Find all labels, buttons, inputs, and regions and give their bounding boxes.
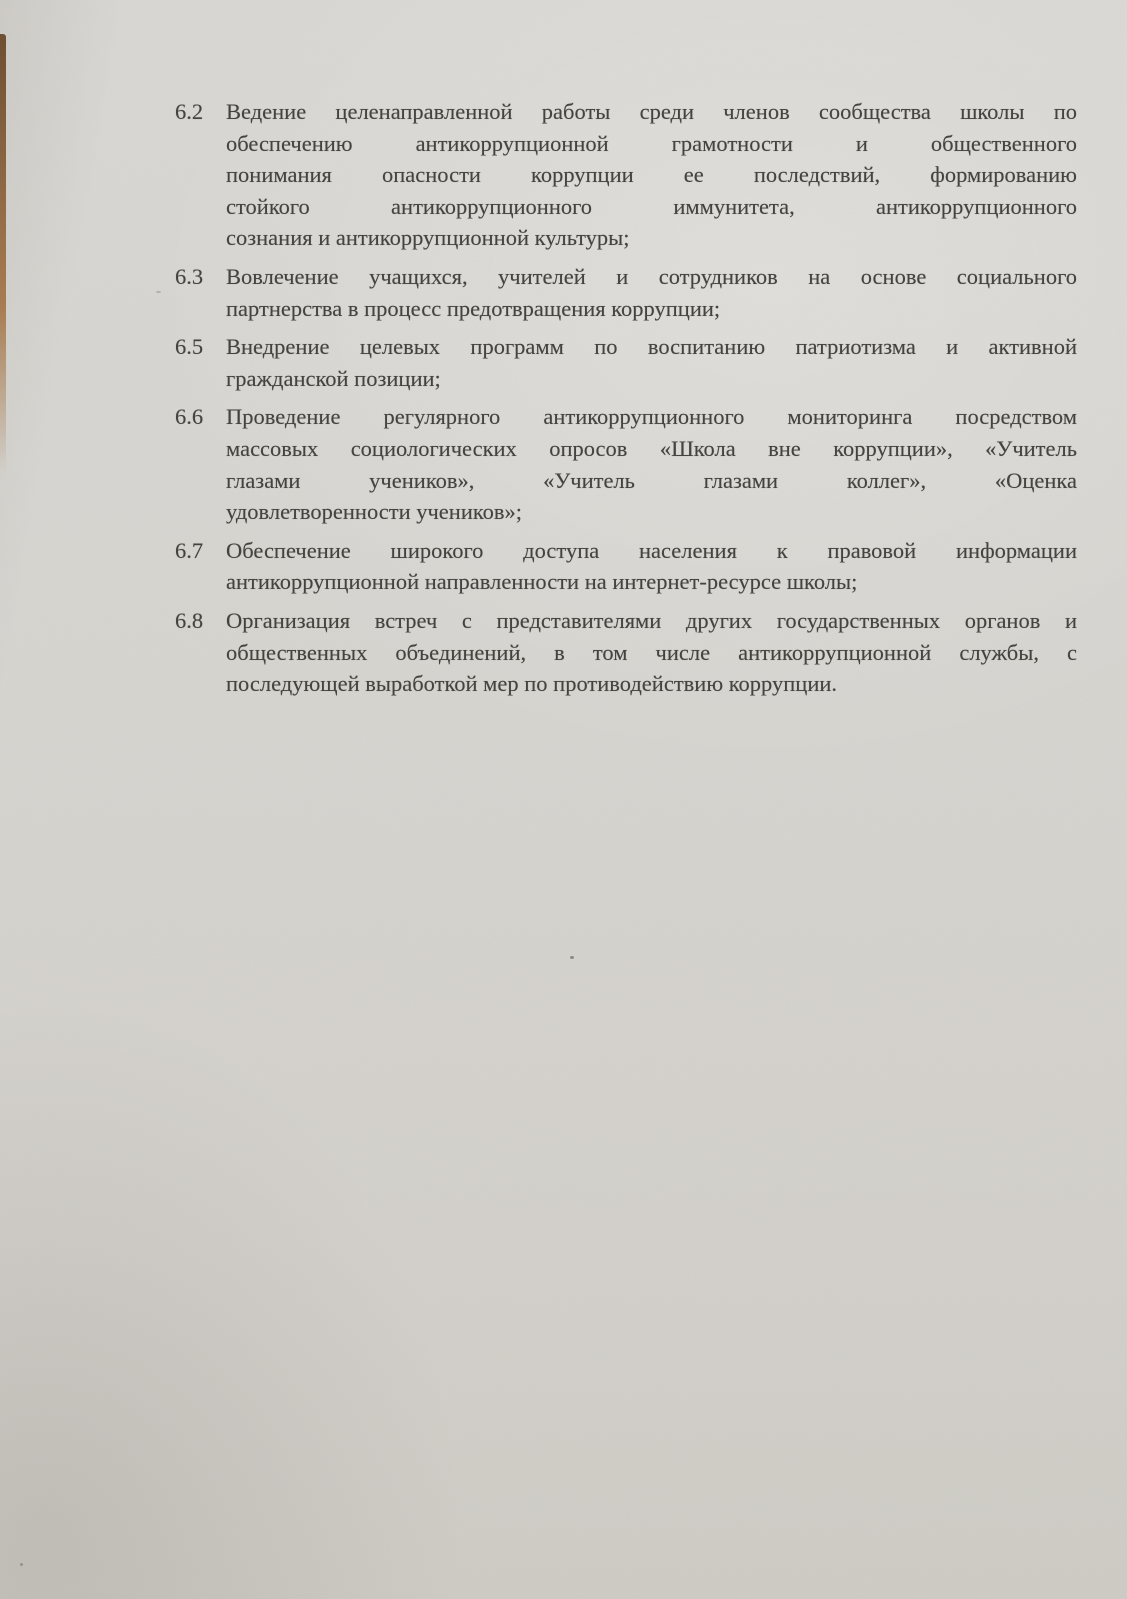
text-line: стойкого антикоррупционного иммунитета, антикоррупционного — [226, 193, 1077, 219]
item-number: 6.8 — [175, 607, 204, 633]
document-body — [175, 96, 1077, 707]
list-item-6-3 — [175, 261, 1077, 324]
text-line: массовых социологических опросов «Школа вне коррупции», «Учитель — [226, 435, 1077, 461]
text-line: глазами учеников», «Учитель глазами коллег», «Оценка — [226, 467, 1077, 493]
item-number: 6.2 — [175, 99, 204, 124]
list-item-6-6 — [175, 401, 1077, 527]
text-line: партнерства в процесс предотвращения коррупции; — [226, 295, 721, 321]
text-line: Организация встреч с представителями других государственных органов и — [226, 607, 1077, 633]
text-line: антикоррупционной направленности на интернет-ресурсе школы; — [226, 569, 858, 595]
item-text — [226, 261, 1077, 324]
text-line: гражданской позиции; — [226, 365, 441, 391]
paper-speck — [20, 1563, 23, 1566]
table-edge — [0, 34, 6, 474]
text-line: последующей выработкой мер по противодействию коррупции. — [226, 671, 838, 697]
item-number: 6.5 — [175, 334, 204, 360]
item-number: 6.6 — [175, 404, 204, 430]
text-line: Проведение регулярного антикоррупционного мониторинга посредством — [226, 404, 1077, 430]
item-text — [226, 331, 1077, 394]
item-number: 6.3 — [175, 263, 204, 289]
text-line: общественных объединений, в том числе антикоррупционной службы, с — [226, 639, 1077, 665]
list-item-6-5 — [175, 331, 1077, 394]
item-text — [226, 96, 1077, 254]
text-line: удовлетворенности учеников»; — [226, 499, 523, 525]
text-line: обеспечению антикоррупционной грамотности и общественного — [226, 130, 1077, 156]
text-line: понимания опасности коррупции ее последствий, формированию — [226, 162, 1077, 188]
item-text — [226, 605, 1077, 700]
item-text — [226, 401, 1077, 527]
item-text — [226, 535, 1077, 598]
text-line: сознания и антикоррупционной культуры; — [226, 225, 630, 251]
text-line: Внедрение целевых программ по воспитанию патриотизма и активной — [226, 334, 1077, 360]
text-line: Вовлечение учащихся, учителей и сотрудников на основе социального — [226, 263, 1077, 289]
text-line: Ведение целенаправленной работы среди членов сообщества школы по — [226, 99, 1077, 124]
list-item-6-2 — [175, 96, 1077, 254]
paper-speck — [570, 956, 574, 959]
item-number: 6.7 — [175, 537, 204, 563]
list-item-6-8 — [175, 605, 1077, 700]
paper-speck — [156, 291, 161, 293]
list-item-6-7 — [175, 535, 1077, 598]
text-line: Обеспечение широкого доступа населения к правовой информации — [226, 537, 1077, 563]
